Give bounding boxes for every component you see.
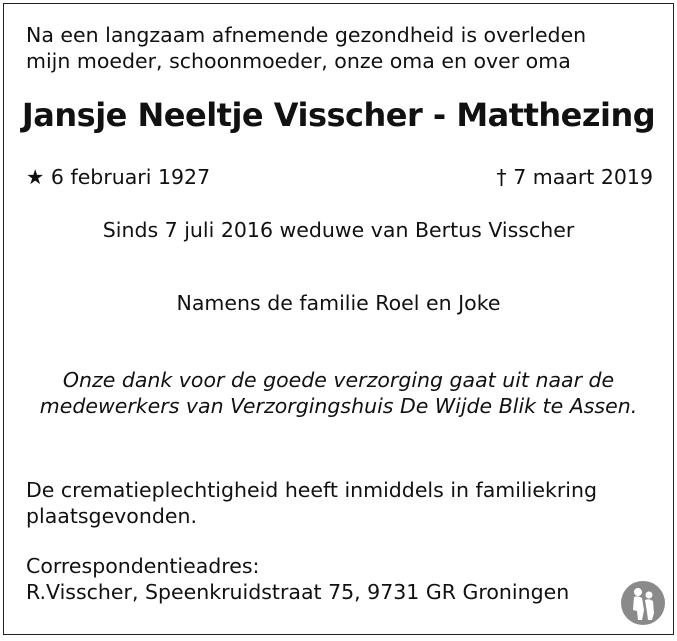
- mourning-figures-icon: [620, 580, 666, 626]
- family-line: Namens de familie Roel en Joke: [176, 291, 501, 315]
- death-cross-icon: †: [496, 165, 507, 189]
- cremation-line-1: De crematieplechtigheid heeft inmiddels in familiekring: [26, 478, 597, 502]
- obituary-card: [3, 3, 674, 635]
- correspondence-address: R.Visscher, Speenkruidstraat 75, 9731 GR Groningen: [26, 580, 570, 604]
- thanks-line-2: medewerkers van Verzorgingshuis De Wijde Blik te Assen.: [39, 394, 638, 418]
- thanks-line-1: Onze dank voor de goede verzorging gaat uit naar de: [62, 368, 615, 392]
- intro-line-1: Na een langzaam afnemende gezondheid is overleden: [26, 23, 587, 47]
- deceased-name: Jansje Neeltje Visscher - Matthezing: [21, 96, 656, 134]
- widow-line: Sinds 7 juli 2016 weduwe van Bertus Visscher: [102, 218, 575, 242]
- intro-line-2: mijn moeder, schoonmoeder, onze oma en over oma: [26, 49, 571, 73]
- cremation-line-2: plaatsgevonden.: [26, 504, 197, 528]
- birth-star-icon: ★: [26, 165, 45, 189]
- correspondence: [26, 553, 569, 605]
- death-date: 7 maart 2019: [513, 165, 653, 189]
- birth-info: [26, 164, 210, 190]
- thanks-text: [4, 367, 673, 419]
- death-info: [496, 164, 653, 190]
- cremation-text: [26, 477, 597, 529]
- birth-date: 6 februari 1927: [50, 165, 211, 189]
- intro-text: [26, 22, 586, 74]
- correspondence-label: Correspondentieadres:: [26, 554, 260, 578]
